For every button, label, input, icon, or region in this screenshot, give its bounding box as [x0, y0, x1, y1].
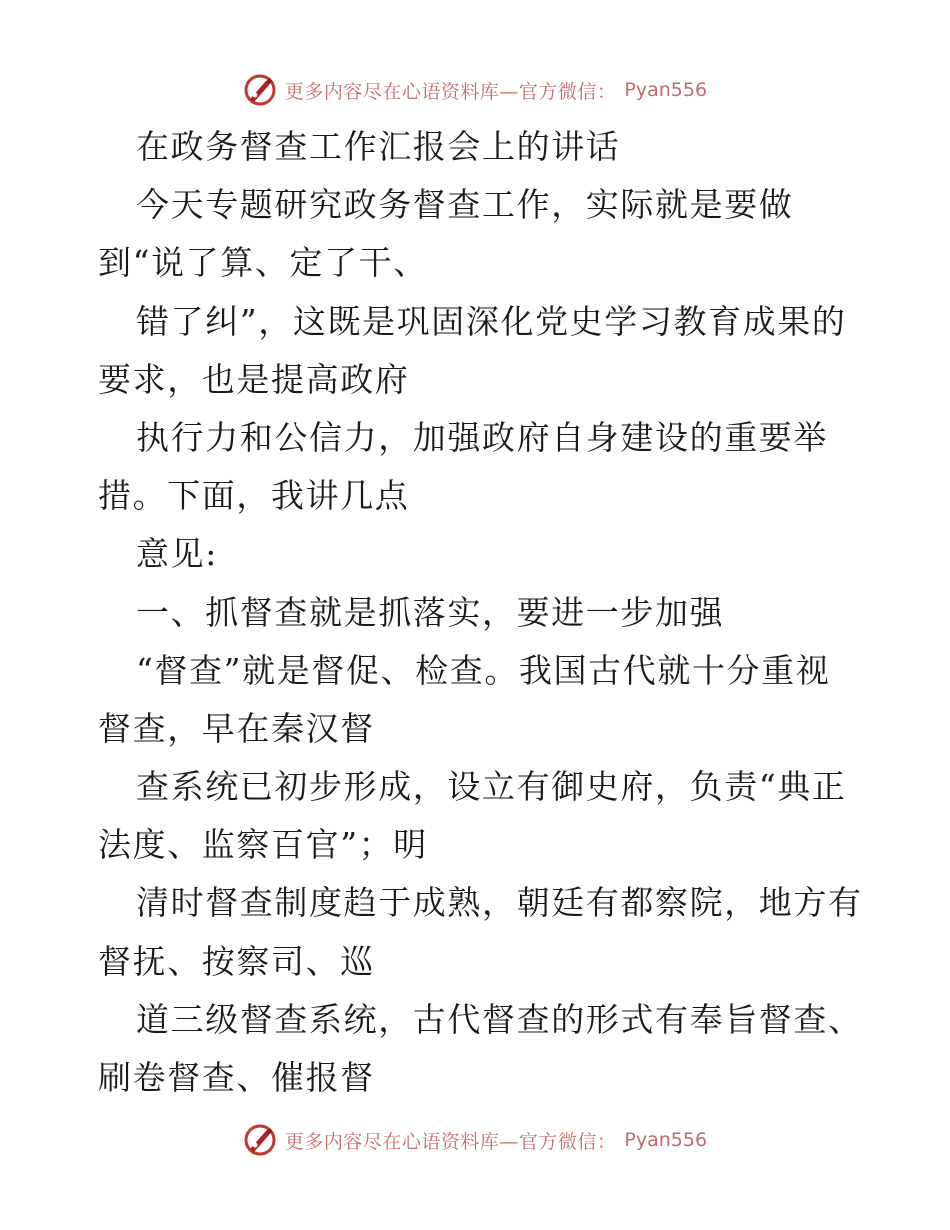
document-body [98, 118, 863, 1107]
text-line: 督查，早在秦汉督 [98, 708, 375, 748]
banner-text: 更多内容尽在心语资料库—官方微信： [284, 80, 617, 103]
text-line: 道三级督查系统，古代督查的形式有奉旨督查、 [136, 999, 863, 1039]
text-line: 错了纠”，这既是巩固深化党史学习教育成果的 [136, 301, 847, 341]
pen-logo-icon [243, 73, 277, 107]
paragraph-lines [98, 176, 863, 1107]
text-line: 清时督查制度趋于成熟，朝廷有都察院，地方有 [136, 883, 863, 923]
pen-logo-icon [243, 1123, 277, 1157]
text-line: 要求，也是提高政府 [98, 359, 410, 399]
text-line: 今天专题研究政务督查工作，实际就是要做 [136, 185, 794, 225]
text-line: 查系统已初步形成，设立有御史府，负责“典正 [136, 767, 847, 807]
text-line: 法度、监察百官”；明 [98, 825, 428, 865]
banner-text: 更多内容尽在心语资料库—官方微信： [284, 1130, 617, 1153]
document-title: 在政务督查工作汇报会上的讲话 [136, 127, 621, 166]
banner-wechat-id: Pyan556 [624, 79, 708, 101]
text-line: 到“说了算、定了干、 [98, 243, 428, 283]
text-line: 措。下面，我讲几点 [98, 476, 410, 516]
footer-banner [0, 1120, 950, 1160]
header-banner [0, 70, 950, 110]
text-line: 刷卷督查、催报督 [98, 1058, 375, 1097]
text-line: 一、抓督查就是抓落实，要进一步加强 [136, 592, 725, 632]
text-line: “督查”就是督促、检查。我国古代就十分重视 [136, 650, 831, 690]
text-line: 意见: [136, 534, 218, 574]
text-line: 执行力和公信力，加强政府自身建设的重要举 [136, 417, 828, 457]
banner-wechat-id: Pyan556 [624, 1129, 708, 1151]
text-line: 督抚、按察司、巡 [98, 941, 375, 981]
